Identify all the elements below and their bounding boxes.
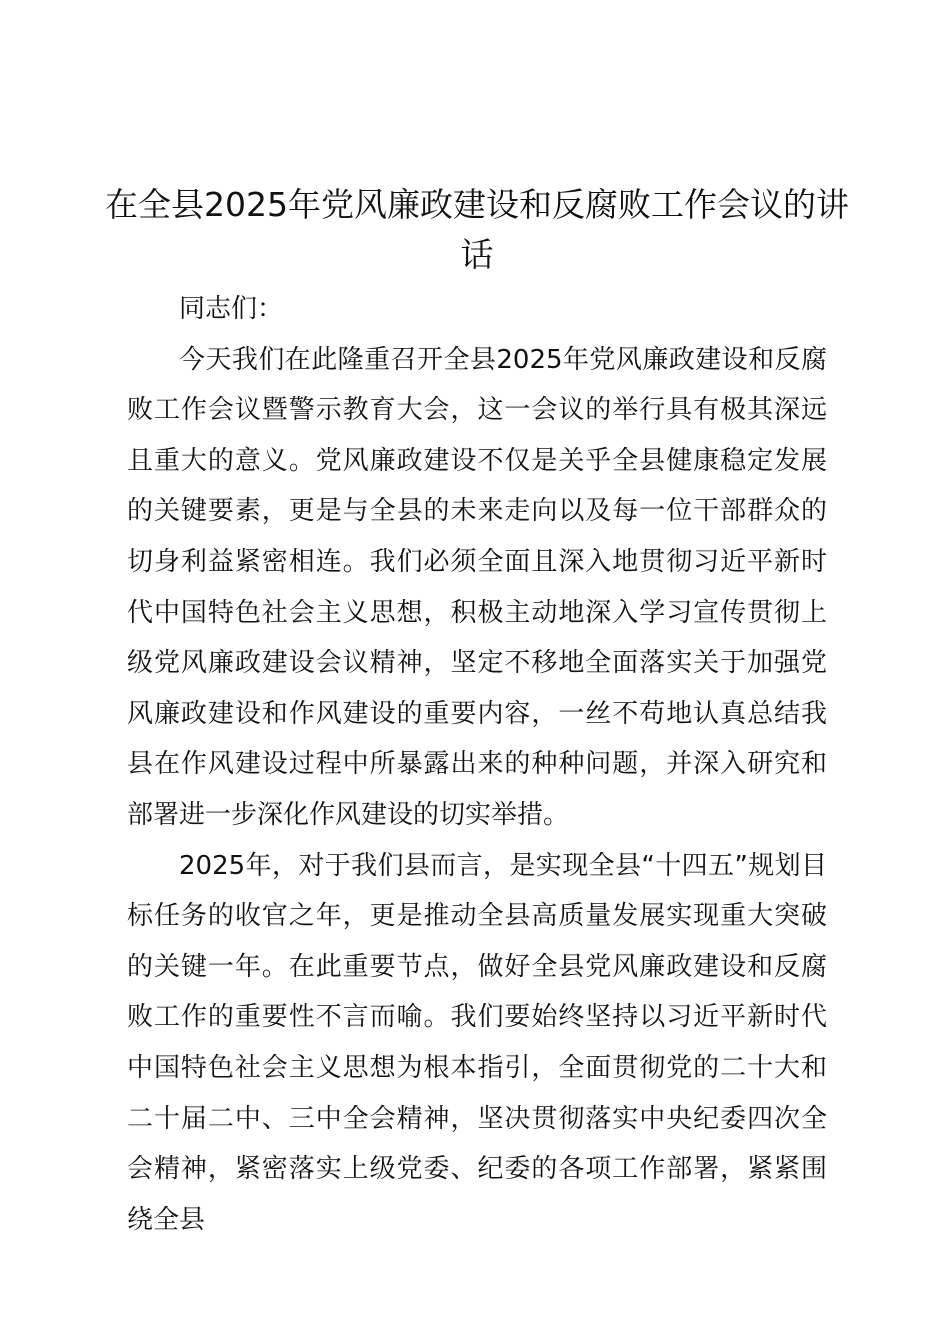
document-title: 在全县2025年党风廉政建设和反腐败工作会议的讲话 <box>105 185 849 274</box>
salutation: 同志们： <box>179 294 284 324</box>
document-page <box>105 180 849 1245</box>
paragraph-1: 今天我们在此隆重召开全县2025年党风廉政建设和反腐败工作会议暨警示教育大会，这一会议的举行具有极其深远且重大的意义。党风廉政建设不仅是关乎全县健康稳定发展的关键要素，更是与全县的未来走向以及每一位干部群众的切身利益紧密相连。我们必须全面且深入地贯彻习近平新时代中国特色社会主义思想，积极主动地深入学习宣传贯彻上级党风廉政建设会议精神，坚定不移地全面落实关于加强党风廉政建设和作风建设的重要内容，一丝不苟地认真总结我县在作风建设过程中所暴露出来的种种问题，并深入研究和部署进一步深化作风建设的切实举措。 <box>127 344 827 830</box>
paragraph-2: 2025年，对于我们县而言，是实现全县“十四五”规划目标任务的收官之年，更是推动全县高质量发展实现重大突破的关键一年。在此重要节点，做好全县党风廉政建设和反腐败工作的重要性不言而喻。我们要始终坚持以习近平新时代中国特色社会主义思想为根本指引，全面贯彻党的二十大和二十届二中、三中全会精神，坚决贯彻落实中央纪委四次全会精神，紧密落实上级党委、纪委的各项工作部署，紧紧围绕全县 <box>127 850 827 1235</box>
